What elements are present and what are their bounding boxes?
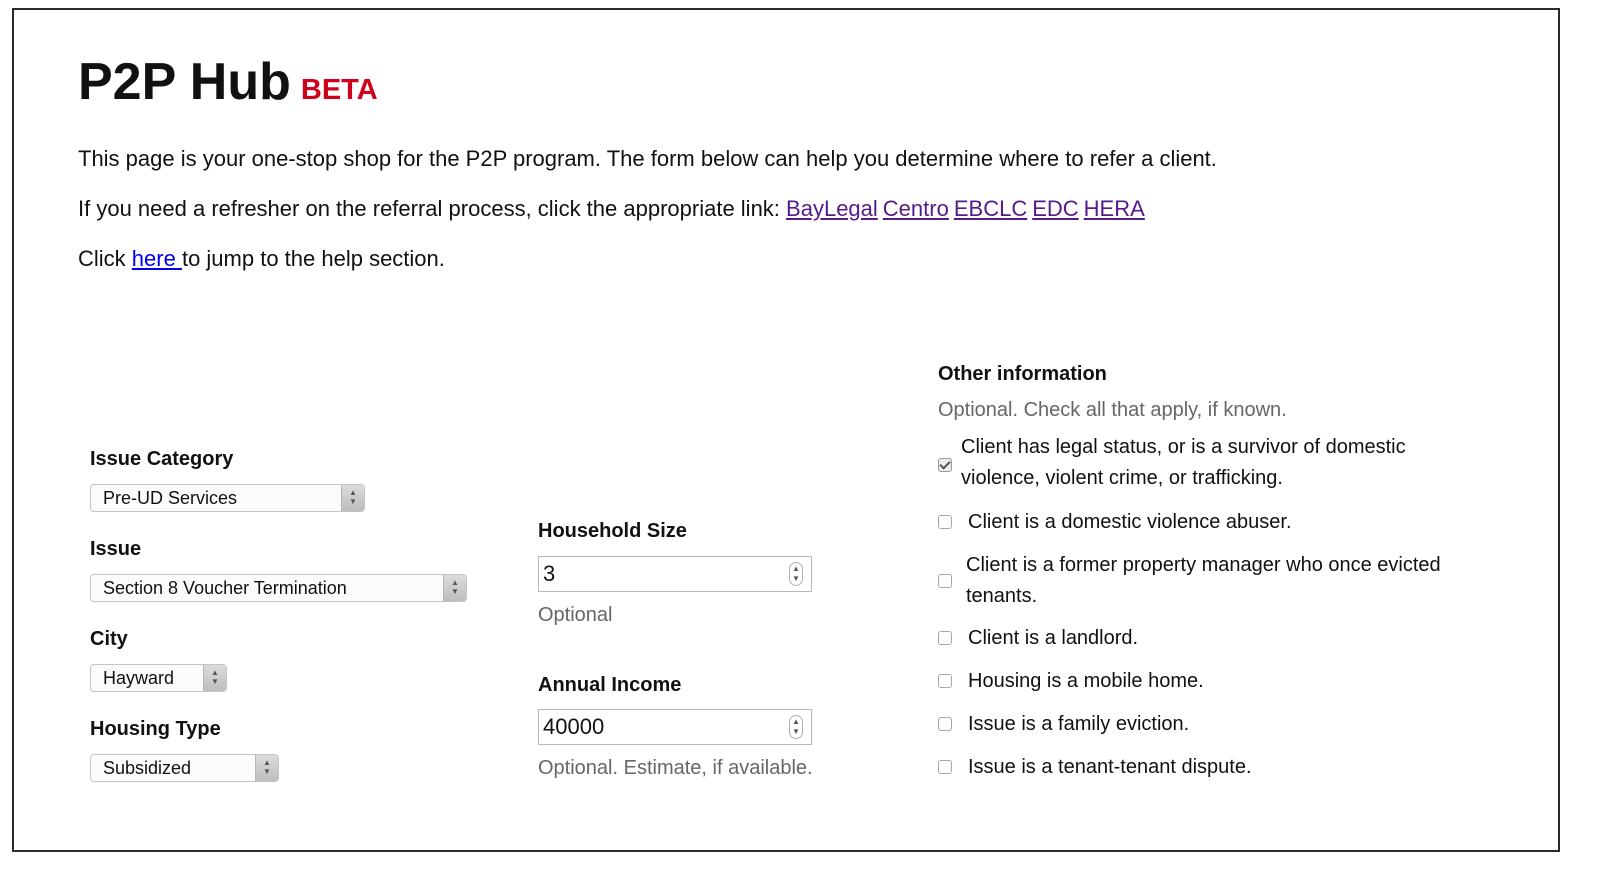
checkbox-dv-abuser[interactable] [938, 515, 952, 529]
household-size-hint: Optional [538, 604, 613, 626]
issue-category-label: Issue Category [90, 448, 234, 470]
link-edc[interactable]: EDC [1032, 196, 1079, 221]
checkbox-legal-status[interactable] [938, 458, 952, 472]
household-size-value: 3 [543, 561, 556, 586]
housing-type-label: Housing Type [90, 718, 221, 740]
beta-badge: BETA [300, 74, 378, 106]
link-hera[interactable]: HERA [1083, 196, 1145, 221]
checkbox-label: Issue is a tenant-tenant dispute. [968, 756, 1252, 778]
issue-category-value: Pre-UD Services [103, 488, 238, 508]
checkbox-tenant-dispute[interactable] [938, 760, 952, 774]
city-value: Hayward [103, 668, 175, 688]
refresher-line [78, 196, 1150, 222]
link-ebclc[interactable]: EBCLC [953, 196, 1028, 221]
help-link[interactable]: here [131, 246, 182, 271]
checkbox-family-eviction[interactable] [938, 717, 952, 731]
page-frame [12, 8, 1560, 852]
checkbox-landlord[interactable] [938, 631, 952, 645]
household-size-input[interactable] [538, 556, 812, 592]
checkbox-label: Client has legal status, or is a survivor of domestic violence, violent crime, or trafficking. [961, 436, 1406, 489]
city-label: City [90, 628, 128, 650]
checkbox-label: Client is a landlord. [968, 627, 1139, 649]
other-info-title: Other information [938, 363, 1107, 385]
household-size-label: Household Size [538, 520, 687, 542]
annual-income-input[interactable] [538, 709, 812, 745]
stepper-icon[interactable]: ▲ ▼ [789, 562, 803, 586]
annual-income-hint: Optional. Estimate, if available. [538, 757, 813, 779]
stepper-icon[interactable]: ▲ ▼ [789, 715, 803, 739]
help-suffix: to jump to the help section. [181, 246, 445, 271]
checkbox-label: Client is a former property manager who once evicted tenants. [966, 554, 1441, 607]
checkbox-label: Housing is a mobile home. [968, 670, 1204, 692]
housing-type-value: Subsidized [103, 758, 192, 778]
checkbox-former-manager[interactable] [938, 574, 952, 588]
help-line [78, 246, 445, 272]
chevron-up-down-icon: ▲ ▼ [255, 755, 278, 781]
annual-income-value: 40000 [543, 714, 605, 739]
checkbox-label: Client is a domestic violence abuser. [968, 511, 1292, 533]
link-centro[interactable]: Centro [882, 196, 949, 221]
issue-select[interactable] [90, 574, 467, 602]
chevron-up-down-icon: ▲ ▼ [341, 485, 364, 511]
help-prefix: Click [78, 246, 126, 271]
other-info-subtitle: Optional. Check all that apply, if known. [938, 399, 1287, 421]
issue-value: Section 8 Voucher Termination [103, 578, 347, 598]
page-title-text: P2P Hub [78, 53, 291, 111]
refresher-text: If you need a refresher on the referral process, click the appropriate link: [78, 196, 780, 221]
checkbox-mobile-home[interactable] [938, 674, 952, 688]
page-title [78, 52, 378, 112]
checkbox-label: Issue is a family eviction. [968, 713, 1190, 735]
chevron-up-down-icon: ▲ ▼ [203, 665, 226, 691]
housing-type-select[interactable] [90, 754, 279, 782]
intro-text: This page is your one-stop shop for the P2P program. The form below can help you determine where to refer a client. [78, 146, 1217, 171]
city-select[interactable] [90, 664, 227, 692]
issue-category-select[interactable] [90, 484, 365, 512]
annual-income-label: Annual Income [538, 674, 682, 696]
chevron-up-down-icon: ▲ ▼ [443, 575, 466, 601]
issue-label: Issue [90, 538, 142, 560]
link-baylegal[interactable]: BayLegal [786, 196, 878, 221]
